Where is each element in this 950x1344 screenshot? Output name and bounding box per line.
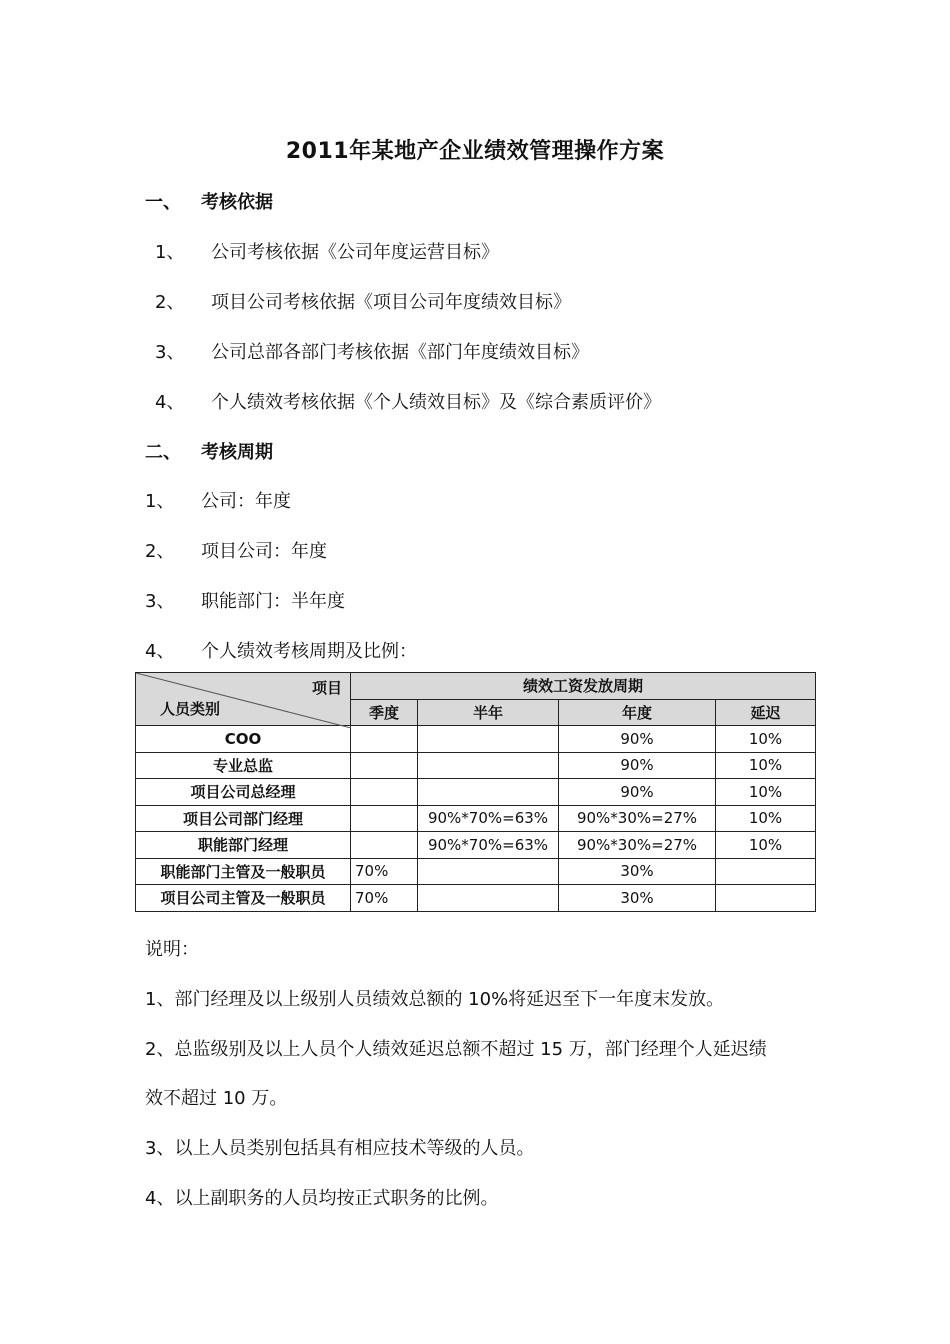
column-header-year: 年度	[559, 699, 716, 726]
row-label: 项目公司部门经理	[136, 805, 351, 832]
cell-year: 90%	[559, 779, 716, 806]
cell-quarter: 70%	[351, 885, 418, 912]
cell-half-year	[418, 858, 559, 885]
cell-half-year	[418, 779, 559, 806]
section-heading-cycle	[145, 438, 273, 464]
item-number: 1、	[145, 491, 175, 512]
item-text: 个人绩效考核周期及比例：	[201, 641, 417, 662]
cell-deferred	[716, 885, 816, 912]
page-title: 2011年某地产企业绩效管理操作方案	[285, 139, 665, 164]
column-header-quarter: 季度	[351, 699, 418, 726]
item-text: 项目公司：年度	[201, 541, 327, 562]
list-item	[145, 637, 417, 663]
table-row	[136, 752, 816, 779]
cell-half-year: 90%*70%=63%	[418, 805, 559, 832]
note-line: 1、部门经理及以上级别人员绩效总额的 10%将延迟至下一年度末发放。	[145, 989, 725, 1010]
group-header: 绩效工资发放周期	[351, 673, 816, 700]
item-number: 1、	[155, 242, 185, 263]
section-title: 考核依据	[201, 192, 273, 213]
row-label: COO	[136, 726, 351, 753]
item-number: 3、	[145, 591, 175, 612]
table-row	[136, 726, 816, 753]
cell-half-year	[418, 885, 559, 912]
column-header-deferred: 延迟	[716, 699, 816, 726]
row-label: 项目公司主管及一般职员	[136, 885, 351, 912]
cell-year: 30%	[559, 885, 716, 912]
list-item	[155, 238, 499, 264]
table-row	[136, 885, 816, 912]
cell-deferred: 10%	[716, 752, 816, 779]
list-item	[145, 487, 291, 513]
item-number: 3、	[155, 342, 185, 363]
note-line: 2、总监级别及以上人员个人绩效延迟总额不超过 15 万，部门经理个人延迟绩	[145, 1039, 767, 1060]
cell-year: 90%*30%=27%	[559, 805, 716, 832]
list-item	[155, 338, 589, 364]
section-title: 考核周期	[201, 442, 273, 463]
column-header-half-year: 半年	[418, 699, 559, 726]
cell-year: 90%	[559, 726, 716, 753]
cell-half-year	[418, 726, 559, 753]
corner-header-cell	[136, 673, 351, 726]
item-text: 个人绩效考核依据《个人绩效目标》及《综合素质评价》	[211, 392, 661, 413]
item-text: 公司考核依据《公司年度运营目标》	[211, 242, 499, 263]
item-number: 2、	[155, 292, 185, 313]
cell-year: 90%	[559, 752, 716, 779]
item-text: 公司总部各部门考核依据《部门年度绩效目标》	[211, 342, 589, 363]
table-row	[136, 858, 816, 885]
section-heading-basis	[145, 188, 273, 214]
cell-quarter	[351, 779, 418, 806]
list-item	[155, 288, 571, 314]
list-item	[145, 537, 327, 563]
section-number: 二、	[145, 442, 181, 463]
table-row	[136, 779, 816, 806]
row-label: 职能部门经理	[136, 832, 351, 859]
item-text: 项目公司考核依据《项目公司年度绩效目标》	[211, 292, 571, 313]
cell-quarter	[351, 752, 418, 779]
notes-heading: 说明：	[145, 939, 199, 960]
item-text: 公司：年度	[201, 491, 291, 512]
cell-year: 30%	[559, 858, 716, 885]
note-line: 3、以上人员类别包括具有相应技术等级的人员。	[145, 1138, 535, 1159]
row-label: 项目公司总经理	[136, 779, 351, 806]
cell-half-year	[418, 752, 559, 779]
cell-quarter: 70%	[351, 858, 418, 885]
item-text: 职能部门：半年度	[201, 591, 345, 612]
note-line: 效不超过 10 万。	[145, 1088, 288, 1109]
cell-deferred	[716, 858, 816, 885]
item-number: 4、	[155, 392, 185, 413]
table-header-row	[136, 673, 816, 700]
list-item	[145, 587, 345, 613]
row-label: 专业总监	[136, 752, 351, 779]
item-number: 2、	[145, 541, 175, 562]
table-row	[136, 805, 816, 832]
list-item	[155, 388, 661, 414]
cell-deferred: 10%	[716, 832, 816, 859]
corner-label-category: 人员类别	[160, 700, 221, 718]
cell-quarter	[351, 805, 418, 832]
performance-ratio-table	[135, 672, 816, 912]
cell-half-year: 90%*70%=63%	[418, 832, 559, 859]
note-line: 4、以上副职务的人员均按正式职务的比例。	[145, 1188, 499, 1209]
cell-deferred: 10%	[716, 805, 816, 832]
section-number: 一、	[145, 192, 181, 213]
cell-quarter	[351, 726, 418, 753]
table-row	[136, 832, 816, 859]
cell-quarter	[351, 832, 418, 859]
corner-label-item: 项目	[311, 679, 342, 697]
item-number: 4、	[145, 641, 175, 662]
cell-deferred: 10%	[716, 779, 816, 806]
row-label: 职能部门主管及一般职员	[136, 858, 351, 885]
cell-year: 90%*30%=27%	[559, 832, 716, 859]
cell-deferred: 10%	[716, 726, 816, 753]
